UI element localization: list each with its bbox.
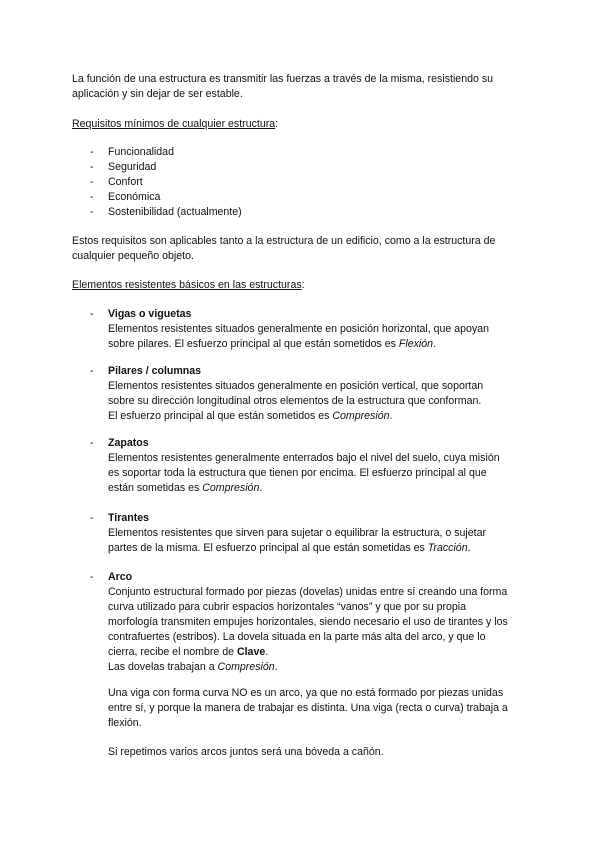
- requisitos-heading-colon: :: [275, 118, 279, 130]
- description-line: partes de la misma. El esfuerzo principal al que están sometidas es: [108, 542, 428, 554]
- boveda-paragraph: [108, 745, 532, 760]
- description-line: Conjunto estructural formado por piezas (dovelas) unidas entre sí creando una forma: [108, 586, 508, 598]
- description-line: sobre su dirección longitudinal otros elementos de la estructura que conforman.: [108, 395, 482, 407]
- effort-term: Compresión: [202, 482, 260, 494]
- requisito-label: Seguridad: [108, 161, 157, 173]
- effort-term: Flexión: [398, 338, 434, 350]
- elemento-title: Arco: [108, 571, 133, 583]
- sentence-end: .: [433, 338, 437, 350]
- elementos-heading-colon: :: [301, 279, 305, 291]
- description-line: Elementos resistentes situados generalmente en posición vertical, que soportan: [108, 380, 484, 392]
- description-line: Elementos resistentes situados generalmente en posición horizontal, que apoyan: [108, 323, 490, 335]
- sentence-end: .: [265, 646, 269, 658]
- bullet-dash: -: [90, 437, 94, 449]
- description-line: El esfuerzo principal al que están sometidos es: [108, 410, 333, 422]
- elemento-description: [108, 451, 532, 496]
- description-line: Elementos resistentes que sirven para sujetar o equilibrar la estructura, o sujetar: [108, 527, 487, 539]
- description-line: es soportar toda la estructura que tienen por encima. El esfuerzo principal al que: [108, 467, 487, 479]
- sentence-end: .: [259, 482, 263, 494]
- aplicables-line-2: cualquier pequeño objeto.: [72, 250, 194, 262]
- bullet-dash: -: [90, 146, 94, 158]
- bullet-dash: -: [90, 176, 94, 188]
- requisitos-heading-text: Requisitos mínimos de cualquier estructura: [72, 118, 276, 130]
- elementos-heading: [72, 278, 532, 293]
- elemento-title: Tirantes: [108, 512, 150, 524]
- boveda-line: Si repetimos varios arcos juntos será una bóveda a cañón.: [108, 746, 384, 758]
- sentence-end: .: [467, 542, 471, 554]
- elementos-heading-text: Elementos resistentes básicos en las estructuras: [72, 279, 302, 291]
- clave-term: Clave: [236, 646, 266, 658]
- description-line: sobre pilares. El esfuerzo principal al que están sometidos es: [108, 338, 399, 350]
- description-line: curva utilizado para cubrir espacios horizontales “vanos” y que por su propia: [108, 601, 467, 613]
- effort-term: Compresión: [332, 410, 390, 422]
- viga-note-line: entre sí, y porque la manera de trabajar es distinta. Una viga (recta o curva) trabaja a: [108, 702, 508, 714]
- elemento-description: [108, 526, 532, 556]
- elemento-title: Pilares / columnas: [108, 365, 202, 377]
- requisito-label: Sostenibilidad (actualmente): [108, 206, 242, 218]
- viga-note-paragraph: [108, 686, 532, 731]
- bullet-dash: -: [90, 571, 94, 583]
- aplicables-paragraph: [72, 234, 532, 264]
- sentence-end: .: [274, 661, 278, 673]
- description-line: están sometidas es: [108, 482, 203, 494]
- viga-note-line: Una viga con forma curva NO es un arco, ya que no está formado por piezas unidas: [108, 687, 504, 699]
- description-line: contrafuertes (estribos). La dovela situada en la parte más alta del arco, y que lo: [108, 631, 486, 643]
- bullet-dash: -: [90, 308, 94, 320]
- bullet-dash: -: [90, 512, 94, 524]
- elemento-description: [108, 322, 532, 352]
- elemento-title: Vigas o viguetas: [108, 308, 192, 320]
- effort-term: Compresión: [217, 661, 275, 673]
- bullet-dash: -: [90, 365, 94, 377]
- viga-note-line: flexión.: [108, 717, 142, 729]
- intro-line-1: La función de una estructura es transmitir las fuerzas a través de la misma, resistiendo su: [72, 73, 494, 85]
- elemento-title: Zapatos: [108, 437, 149, 449]
- description-line: Elementos resistentes generalmente enterrados bajo el nivel del suelo, cuya misión: [108, 452, 500, 464]
- requisito-label: Funcionalidad: [108, 146, 174, 158]
- bullet-dash: -: [90, 161, 94, 173]
- intro-paragraph: [72, 72, 532, 102]
- elemento-description: [108, 379, 532, 424]
- arco-description: [108, 585, 532, 675]
- description-line: cierra, recibe el nombre de: [108, 646, 237, 658]
- sentence-end: .: [389, 410, 393, 422]
- effort-term: Tracción: [427, 542, 468, 554]
- bullet-dash: -: [90, 206, 94, 218]
- description-line: morfología transmiten empujes horizontales, siendo necesario el uso de tirantes y los: [108, 616, 508, 628]
- bullet-dash: -: [90, 191, 94, 203]
- requisito-label: Económica: [108, 191, 161, 203]
- requisitos-heading: [72, 117, 532, 132]
- dovelas-line: Las dovelas trabajan a: [108, 661, 218, 673]
- requisito-label: Confort: [108, 176, 143, 188]
- aplicables-line-1: Estos requisitos son aplicables tanto a la estructura de un edificio, como a la estructura de: [72, 235, 496, 247]
- intro-line-2: aplicación y sin dejar de ser estable.: [72, 88, 243, 100]
